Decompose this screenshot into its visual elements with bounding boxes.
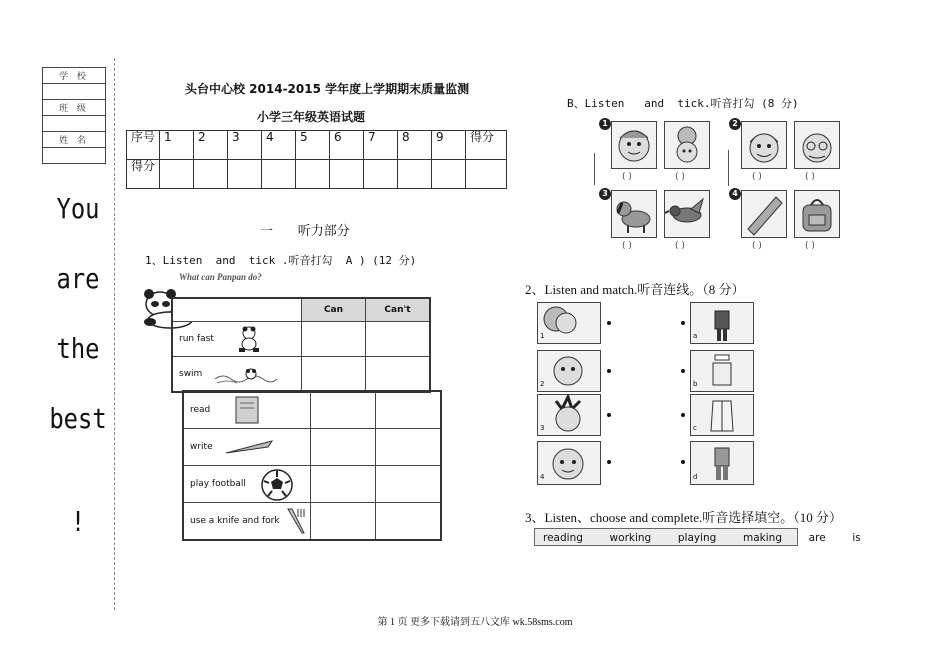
activity-label: swim	[179, 368, 203, 379]
schoolbag-picture	[794, 190, 840, 238]
match-right-label: c	[693, 424, 697, 432]
group-number: 2	[729, 118, 741, 130]
question-b-text: B、Listen and tick.听音打勾 (8 分)	[567, 97, 799, 110]
tick-cell-can[interactable]	[311, 465, 376, 502]
activity-row	[183, 391, 311, 428]
tick-cell-can[interactable]	[311, 428, 376, 465]
motto-word: You	[56, 192, 100, 225]
match-dot-left[interactable]	[607, 413, 611, 417]
match-dot-right[interactable]	[681, 413, 685, 417]
score-table-number: 6	[330, 131, 364, 160]
match-dot-right[interactable]	[681, 321, 685, 325]
tick-cell-cant[interactable]	[366, 322, 431, 357]
score-table-number: 1	[160, 131, 194, 160]
tick-cell-cant[interactable]	[366, 357, 431, 392]
doctor-coat-picture	[690, 394, 754, 436]
group-number: 1	[599, 118, 611, 130]
answer-paren[interactable]: ( )	[622, 241, 632, 251]
class-field[interactable]	[43, 116, 106, 132]
score-table-index-head: 序号	[127, 131, 160, 160]
activity-row	[183, 502, 311, 540]
tick-cell-can[interactable]	[302, 357, 366, 392]
girl-balloon-picture	[664, 121, 710, 169]
score-table-number: 4	[262, 131, 296, 160]
score-cell[interactable]	[262, 160, 296, 189]
motto-word: the	[56, 332, 100, 365]
exam-subtitle: 小学三年级英语试题	[257, 110, 366, 124]
score-cell[interactable]	[194, 160, 228, 189]
grandpa-face-picture	[794, 121, 840, 169]
answer-paren[interactable]: ( )	[752, 172, 762, 182]
match-right-label: a	[693, 332, 698, 340]
activity-row	[183, 428, 311, 465]
panpan-table-bottom	[182, 390, 442, 541]
school-label: 学 校	[43, 68, 106, 84]
match-left-label: 2	[540, 380, 545, 388]
name-field[interactable]	[43, 148, 106, 164]
knife-fork-icon	[284, 507, 308, 537]
score-cell[interactable]	[228, 160, 262, 189]
group-number: 3	[599, 188, 611, 200]
question-3-text: 3、Listen、choose and complete.听音选择填空。（10 分）	[525, 510, 843, 525]
motto-word: !	[70, 505, 86, 538]
tick-cell-can[interactable]	[311, 502, 376, 540]
score-cell[interactable]	[432, 160, 466, 189]
match-dot-right[interactable]	[681, 369, 685, 373]
pen-icon	[224, 437, 276, 457]
activity-label: use a knife and fork	[190, 515, 280, 526]
question-1-text: 1、Listen and tick .听音打勾 A ) (12 分)	[145, 254, 417, 267]
score-table-score-head: 得分	[127, 160, 160, 189]
page-footer: 第 1 页 更多下载请到五八文库 wk.58sms.com	[377, 617, 573, 628]
uniform-picture	[690, 302, 754, 344]
match-face-picture	[537, 302, 601, 344]
motto-word: best	[49, 402, 107, 435]
panpan-table-top	[171, 297, 431, 393]
match-dot-right[interactable]	[681, 460, 685, 464]
score-table-number: 5	[296, 131, 330, 160]
name-label: 姓 名	[43, 132, 106, 148]
tick-cell-cant[interactable]	[376, 465, 442, 502]
score-table-number: 7	[364, 131, 398, 160]
tick-cell-can[interactable]	[311, 391, 376, 428]
score-cell[interactable]	[364, 160, 398, 189]
score-cell[interactable]	[398, 160, 432, 189]
answer-paren[interactable]: ( )	[675, 172, 685, 182]
score-table-number: 8	[398, 131, 432, 160]
answer-paren[interactable]: ( )	[805, 241, 815, 251]
tick-cell-cant[interactable]	[376, 428, 442, 465]
score-table-total-head: 得分	[466, 131, 507, 160]
match-left-label: 4	[540, 473, 545, 481]
binding-line	[114, 58, 115, 610]
score-cell-total[interactable]	[466, 160, 507, 189]
boy-face-picture	[611, 121, 657, 169]
score-table	[126, 130, 507, 189]
suit-picture	[690, 441, 754, 485]
word-bank: reading working playing making are is	[534, 528, 798, 546]
ruler-picture	[741, 190, 787, 238]
match-face-picture	[537, 350, 601, 392]
book-icon	[232, 395, 262, 425]
score-table-number: 3	[228, 131, 262, 160]
activity-label: write	[190, 441, 213, 452]
running-panda-icon	[233, 324, 267, 354]
student-info-table	[42, 67, 106, 164]
score-cell[interactable]	[330, 160, 364, 189]
tick-cell-cant[interactable]	[376, 391, 442, 428]
score-table-number: 9	[432, 131, 466, 160]
activity-row	[172, 322, 302, 357]
match-left-label: 1	[540, 332, 545, 340]
answer-paren[interactable]: ( )	[805, 172, 815, 182]
match-face-picture	[537, 441, 601, 485]
match-right-label: d	[693, 473, 698, 481]
exam-title: 头台中心校 2014-2015 学年度上学期期末质量监测	[185, 82, 470, 96]
match-dot-left[interactable]	[607, 321, 611, 325]
activity-label: run fast	[179, 334, 214, 344]
group-number: 4	[729, 188, 741, 200]
match-face-picture	[537, 394, 601, 436]
answer-paren[interactable]: ( )	[675, 241, 685, 251]
bird-picture	[664, 190, 710, 238]
match-dot-left[interactable]	[607, 460, 611, 464]
answer-paren[interactable]: ( )	[622, 172, 632, 182]
activity-label: play football	[190, 478, 246, 489]
section-title: 一 听力部分	[260, 224, 350, 239]
score-cell[interactable]	[296, 160, 330, 189]
match-dot-left[interactable]	[607, 369, 611, 373]
activity-row	[183, 465, 311, 502]
answer-paren[interactable]: ( )	[752, 241, 762, 251]
man-face-picture	[741, 121, 787, 169]
col-cant: Can't	[366, 298, 431, 322]
col-can: Can	[302, 298, 366, 322]
question-2-text: 2、Listen and match.听音连线。（8 分）	[525, 282, 745, 297]
class-label: 班 级	[43, 100, 106, 116]
motto-word: are	[56, 262, 100, 295]
school-field[interactable]	[43, 84, 106, 100]
dog-picture	[611, 190, 657, 238]
activity-row	[172, 357, 302, 392]
activity-label: read	[190, 404, 211, 415]
football-icon	[260, 469, 294, 501]
score-table-number: 2	[194, 131, 228, 160]
tick-cell-cant[interactable]	[376, 502, 442, 540]
match-right-label: b	[693, 380, 698, 388]
nurse-uniform-picture	[690, 350, 754, 392]
panpan-caption: What can Panpan do?	[179, 272, 262, 282]
match-left-label: 3	[540, 424, 545, 432]
score-cell[interactable]	[160, 160, 194, 189]
swimming-panda-icon	[213, 365, 279, 387]
tick-cell-can[interactable]	[302, 322, 366, 357]
